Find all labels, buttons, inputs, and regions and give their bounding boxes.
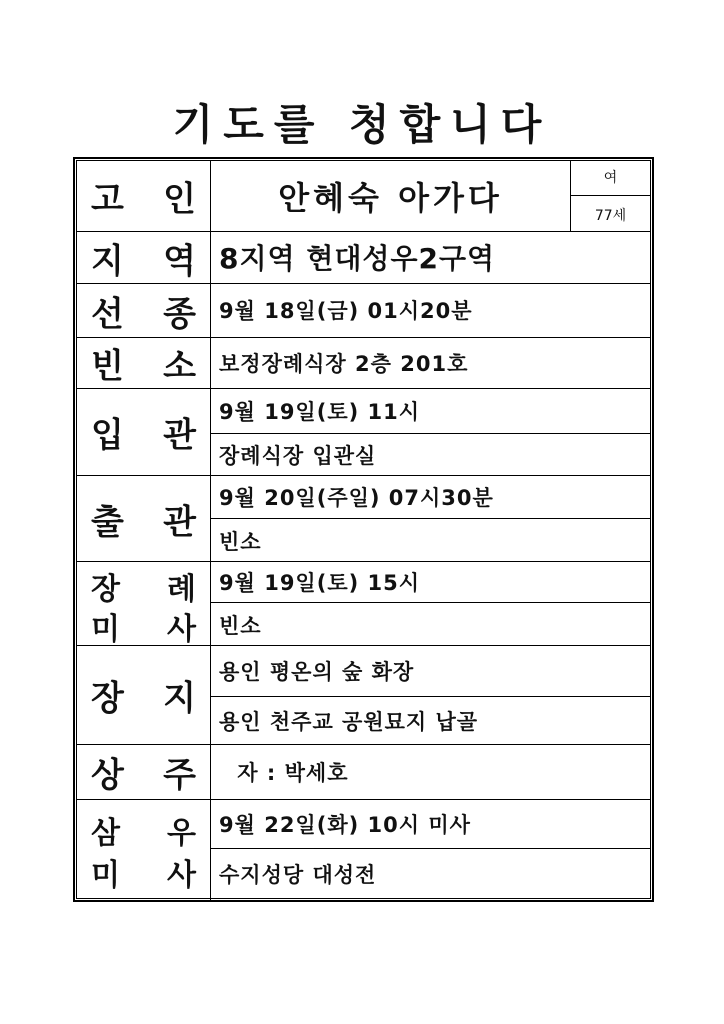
row-third-day-mass <box>77 799 650 900</box>
label-deceased: 고 인 <box>77 161 211 231</box>
gender-age-box <box>570 161 650 231</box>
row-encoffin <box>77 388 650 475</box>
funeral-mass-place: 빈소 <box>211 602 650 646</box>
label-third-day-mass: 삼 우 미 사 <box>77 800 211 900</box>
gender-age-divider <box>571 195 650 197</box>
funeral-mass-date: 9월 19일(토) 15시 <box>219 571 421 595</box>
burial-line2: 용인 천주교 공원묘지 납골 <box>211 696 650 745</box>
funeral-notice-table <box>76 160 651 899</box>
departure-place: 빈소 <box>211 518 650 562</box>
funeral-hall-value: 보정장례식장 2층 201호 <box>219 351 469 376</box>
label-death: 선 종 <box>77 284 211 337</box>
age: 77세 <box>594 208 627 224</box>
departure-date: 9월 20일(주일) 07시30분 <box>219 486 494 510</box>
chief-mourner-value: 자 : 박세호 <box>229 760 349 785</box>
encoffin-date: 9월 19일(토) 11시 <box>219 400 421 424</box>
row-funeral-hall <box>77 337 650 388</box>
death-value: 9월 18일(금) 01시20분 <box>219 299 473 323</box>
row-deceased <box>77 161 650 231</box>
row-burial <box>77 645 650 744</box>
label-chief-mourner: 상 주 <box>77 745 211 799</box>
label-departure: 출 관 <box>77 476 211 561</box>
label-encoffin: 입 관 <box>77 389 211 475</box>
row-death <box>77 283 650 337</box>
row-funeral-mass <box>77 561 650 645</box>
label-funeral-hall: 빈 소 <box>77 338 211 388</box>
label-funeral-mass: 장 례 미 사 <box>77 562 211 645</box>
row-chief-mourner <box>77 744 650 799</box>
region-value: 8지역 현대성우2구역 <box>219 242 496 275</box>
row-departure <box>77 475 650 561</box>
page-title: 기도를 청합니다 <box>172 100 552 149</box>
burial-line1: 용인 평온의 숲 화장 <box>219 660 415 684</box>
label-burial: 장 지 <box>77 646 211 744</box>
third-day-mass-place: 수지성당 대성전 <box>211 848 650 898</box>
row-region <box>77 231 650 283</box>
encoffin-place: 장례식장 입관실 <box>211 433 650 476</box>
gender: 여 <box>603 170 618 186</box>
third-day-mass-date: 9월 22일(화) 10시 미사 <box>219 813 471 837</box>
label-region: 지 역 <box>77 232 211 283</box>
deceased-name: 안혜숙 아가다 <box>278 179 503 217</box>
